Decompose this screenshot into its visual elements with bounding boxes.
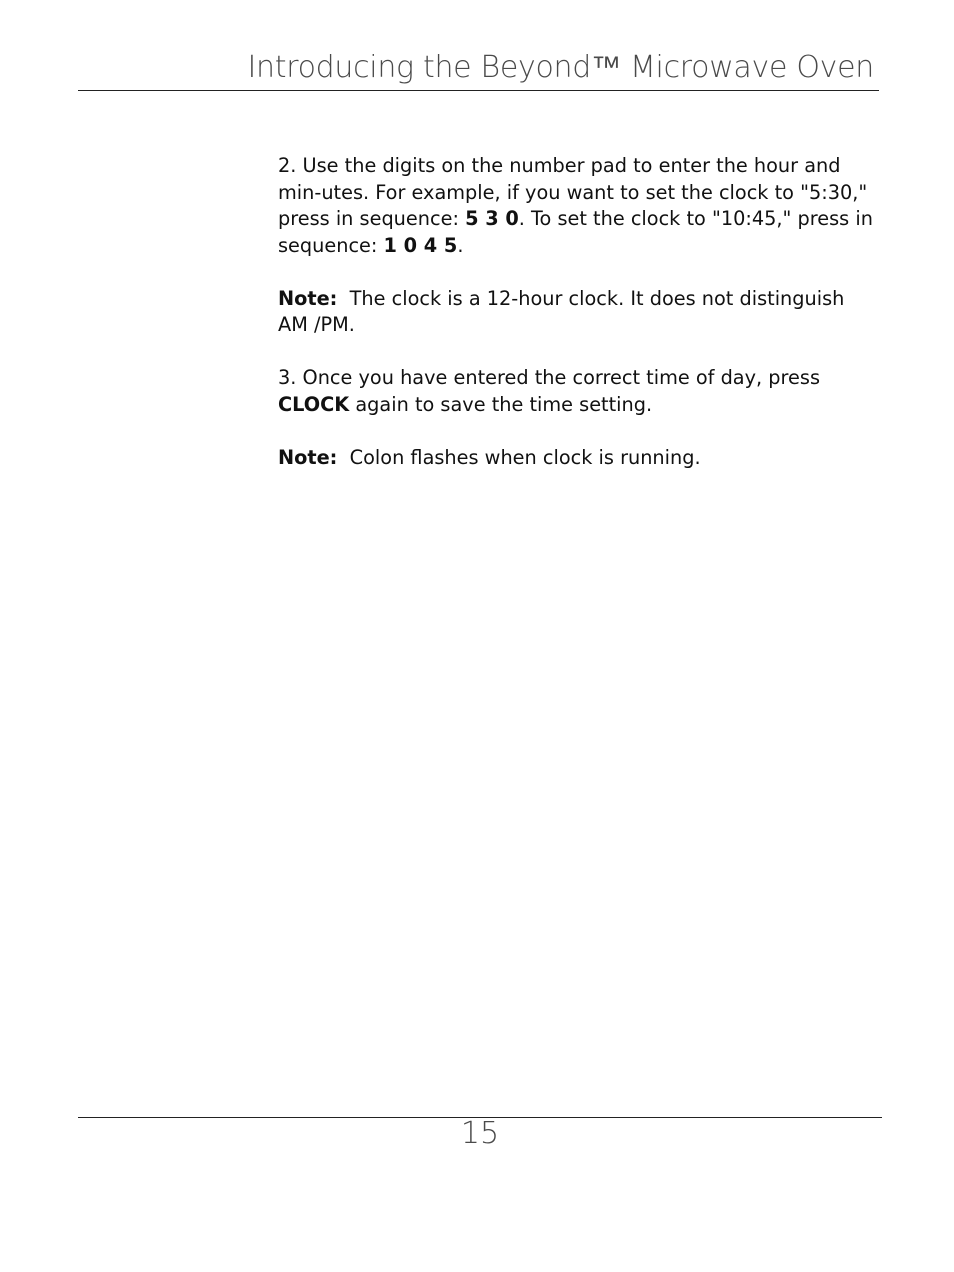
step-3-key: CLOCK — [278, 392, 350, 416]
step-2-paragraph — [278, 153, 878, 259]
header-divider — [78, 90, 879, 91]
step-3-text-a: 3. Once you have entered the correct time of day, press — [278, 366, 820, 389]
page-header-title: Introducing the Beyond™ Microwave Oven — [247, 50, 874, 85]
step-2-keys-b: 1 0 4 5 — [383, 233, 458, 257]
step-2-text-b: . To set the clock to "10:45," press in sequence: — [278, 207, 873, 257]
note-2-paragraph — [278, 445, 878, 472]
step-3-text-b: again to save the time setting. — [349, 392, 653, 416]
note-2-label: Note: — [278, 445, 338, 469]
note-1-label: Note: — [278, 286, 338, 310]
step-2-text-a: 2. Use the digits on the number pad to enter the hour and min-utes. For example, if you want to set the clock to "5:30," press in sequence: — [278, 154, 868, 230]
step-2-text-c: . — [457, 233, 464, 257]
step-3-paragraph — [278, 365, 878, 418]
note-1-paragraph — [278, 286, 878, 339]
note-2-text: Colon flashes when clock is running. — [349, 445, 701, 469]
main-content — [278, 153, 878, 498]
step-2-keys-a: 5 3 0 — [465, 207, 519, 230]
note-1-text: The clock is a 12-hour clock. It does not distinguish AM /PM. — [278, 286, 845, 336]
page-number: 15 — [460, 1116, 500, 1151]
